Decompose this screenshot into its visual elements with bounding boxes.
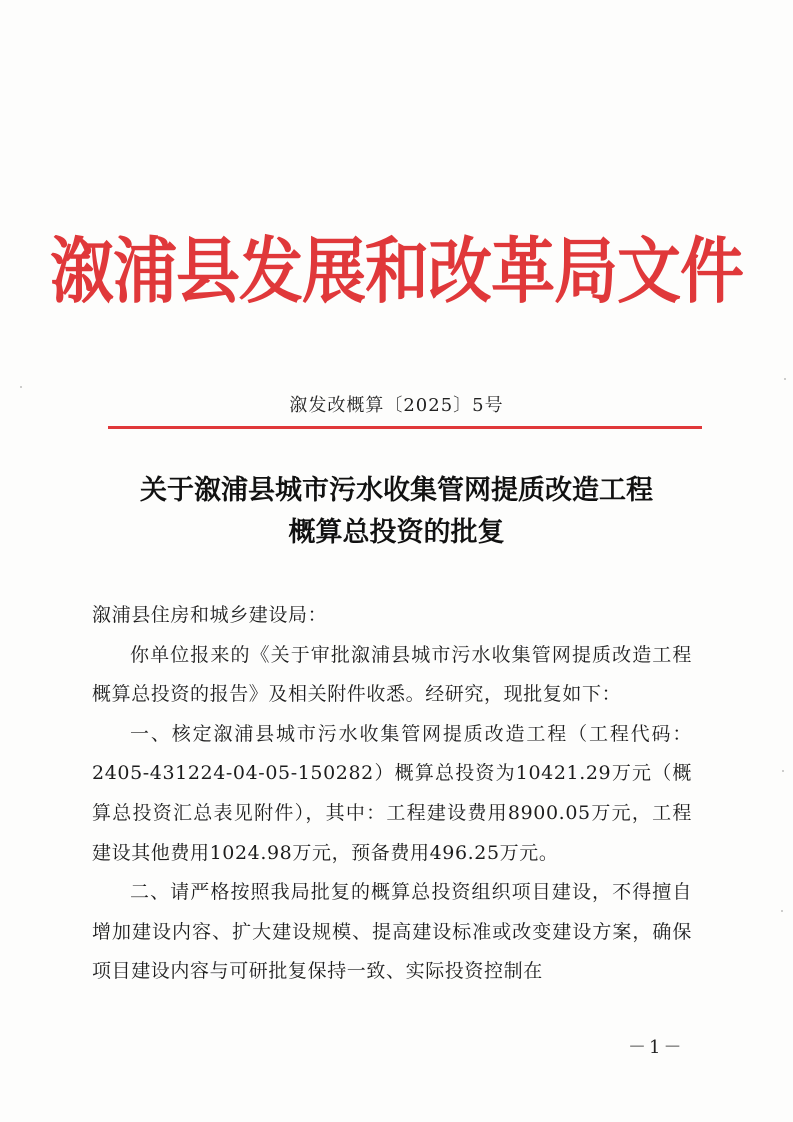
paragraph-item-1: 一、核定溆浦县城市污水收集管网提质改造工程（工程代码：2405-431224-04-05-150282）概算总投资为10421.29万元（概算总投资汇总表见附件），其中：工程建设费用8900.05万元，工程建设其他费用1024.98万元，预备费用496.25万元。 xyxy=(92,722,692,864)
scan-speck xyxy=(782,770,784,772)
document-body xyxy=(92,596,692,992)
scan-speck xyxy=(781,910,783,912)
addressee: 溆浦县住房和城乡建设局： xyxy=(92,604,328,626)
masthead-title: 溆浦县发展和改革局文件 xyxy=(50,230,743,314)
red-divider-line xyxy=(108,426,702,429)
title-line-2: 概算总投资的批复 xyxy=(288,517,505,548)
scan-speck xyxy=(20,386,22,388)
paragraph-intro: 你单位报来的《关于审批溆浦县城市污水收集管网提质改造工程概算总投资的报告》及相关附件收悉。经研究，现批复如下： xyxy=(92,643,692,706)
title-line-1: 关于溆浦县城市污水收集管网提质改造工程 xyxy=(140,475,653,506)
scan-speck xyxy=(784,378,786,380)
document-number: 溆发改概算〔2025〕5号 xyxy=(289,395,504,416)
paragraph-item-2: 二、请严格按照我局批复的概算总投资组织项目建设，不得擅自增加建设内容、扩大建设规模、提高建设标准或改变建设方案，确保项目建设内容与可研批复保持一致、实际投资控制在 xyxy=(92,881,692,983)
document-title xyxy=(0,470,793,554)
page-number: －1－ xyxy=(628,1037,685,1058)
